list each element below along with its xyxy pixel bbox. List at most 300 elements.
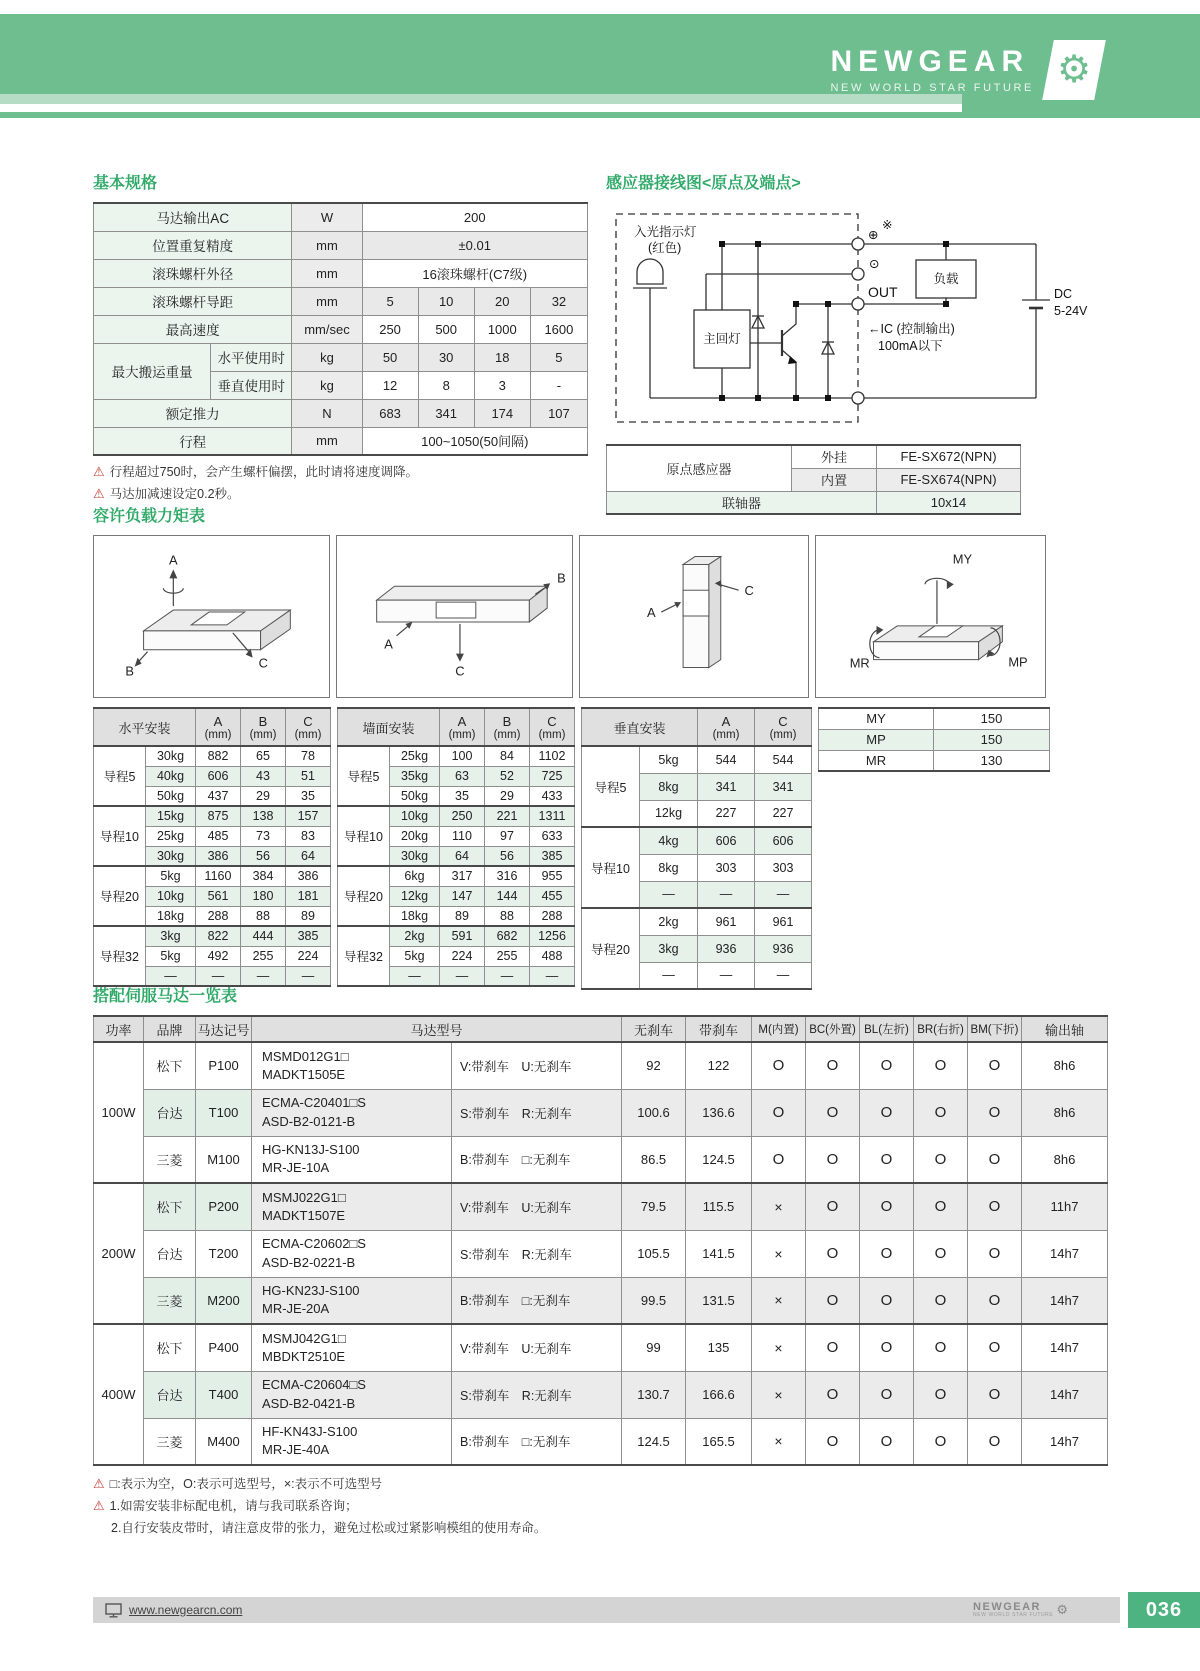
spec-value: 174	[474, 399, 530, 427]
servo-row	[94, 1277, 1108, 1324]
load-value-cell: 73	[241, 826, 286, 846]
load-value-cell: 682	[485, 926, 530, 946]
load-col-header	[698, 708, 755, 746]
servo-row	[94, 1371, 1108, 1418]
servo-mark-cell: O	[860, 1324, 914, 1371]
servo-header-cell: 马达型号	[252, 1016, 622, 1042]
servo-shaft-cell: 14h7	[1022, 1371, 1108, 1418]
load-lead-cell: 导程32	[94, 926, 146, 986]
spec-label: 位置重复精度	[94, 231, 292, 259]
load-value-cell: 633	[530, 826, 575, 846]
servo-brand-cell: 台达	[144, 1089, 196, 1136]
load-value-cell: 606	[196, 766, 241, 786]
servo-brand-cell: 松下	[144, 1042, 196, 1089]
axis-label-b: B	[125, 663, 134, 679]
servo-shaft-cell: 8h6	[1022, 1136, 1108, 1183]
load-value-cell: 444	[241, 926, 286, 946]
spec-row	[94, 399, 588, 427]
ic-note-2: 100mA以下	[878, 339, 943, 353]
servo-model-line: ECMA-C20604□S	[262, 1377, 366, 1393]
moment-label-cell: MP	[819, 729, 934, 750]
load-header-row	[582, 708, 812, 746]
axis-label-c: C	[744, 583, 754, 599]
servo-shaft-cell: 14h7	[1022, 1230, 1108, 1277]
load-col-header	[286, 708, 331, 746]
footer-gear-icon: ⚙	[1056, 1602, 1068, 1617]
moment-label-mr: MR	[849, 655, 870, 671]
banner-stripe-light	[0, 94, 962, 104]
load-table	[581, 707, 812, 990]
load-weight-cell: 25kg	[146, 826, 196, 846]
spec-value: 341	[418, 399, 474, 427]
sensor-wiring-diagram	[606, 202, 1096, 434]
footer-logo-text: NEWGEAR	[973, 1601, 1041, 1614]
servo-model-line: MSMD012G1□	[262, 1048, 349, 1064]
note-text: 行程超过750时，会产生螺杆偏摆，此时请将速度调降。	[109, 465, 419, 479]
brand-logo-text-block	[830, 44, 1034, 94]
load-label: 负载	[933, 272, 959, 286]
servo-code-cell: P100	[196, 1042, 252, 1089]
servo-brand-cell: 台达	[144, 1230, 196, 1277]
footer-logo-tagline: NEW WORLD STAR FUTURE	[973, 1612, 1054, 1619]
servo-model-line: ASD-B2-0121-B	[262, 1113, 356, 1129]
load-value-cell: 100	[440, 746, 485, 766]
coupling-value: 10x14	[877, 491, 1021, 514]
page-number-badge: 036	[1128, 1592, 1200, 1628]
load-value-cell: —	[698, 881, 755, 908]
load-weight-cell: 8kg	[640, 854, 698, 881]
load-value-cell: 255	[241, 946, 286, 966]
load-value-cell: 385	[530, 846, 575, 866]
load-value-cell: 955	[530, 866, 575, 886]
axis-label-a: A	[647, 604, 656, 620]
servo-mark-cell: O	[914, 1089, 968, 1136]
load-value-cell: 83	[286, 826, 331, 846]
load-lead-cell: 导程20	[94, 866, 146, 926]
load-value-cell: 88	[485, 906, 530, 926]
spec-row	[94, 259, 588, 287]
servo-brand-cell: 三菱	[144, 1136, 196, 1183]
load-value-cell: 433	[530, 786, 575, 806]
load-lead-cell: 导程5	[94, 746, 146, 806]
spec-row	[94, 315, 588, 343]
servo-model-line: ECMA-C20602□S	[262, 1236, 366, 1252]
load-weight-cell: 25kg	[390, 746, 440, 766]
load-weight-cell: 2kg	[390, 926, 440, 946]
spec-unit: mm	[292, 427, 362, 455]
load-weight-cell: 2kg	[640, 908, 698, 935]
load-value-cell: 341	[698, 773, 755, 800]
load-lead-cell: 导程32	[338, 926, 390, 986]
load-value-cell: 56	[485, 846, 530, 866]
sensor-model: FE-SX672(NPN)	[877, 445, 1021, 468]
spec-value: 5	[362, 287, 418, 315]
note-line	[93, 486, 590, 503]
note-line	[93, 1476, 1107, 1493]
load-weight-cell: —	[390, 966, 440, 986]
servo-shaft-cell: 14h7	[1022, 1277, 1108, 1324]
basic-spec-title: 基本规格	[93, 175, 158, 192]
load-value-cell: 227	[698, 800, 755, 827]
load-row	[94, 806, 331, 826]
actuator-drawing	[377, 586, 548, 622]
spec-value: 200	[362, 203, 587, 231]
load-header-row	[94, 708, 331, 746]
spec-value: -	[530, 371, 587, 399]
load-title: 容许负载力矩表	[93, 508, 206, 525]
servo-mark-cell: O	[860, 1042, 914, 1089]
servo-code-cell: M200	[196, 1277, 252, 1324]
servo-value-cell: 165.5	[686, 1418, 752, 1465]
servo-model-line: MR-JE-10A	[262, 1160, 330, 1176]
load-table-title: 垂直安装	[582, 708, 698, 746]
servo-value-cell: 115.5	[686, 1183, 752, 1230]
moment-row	[819, 729, 1050, 750]
spec-sublabel: 水平使用时	[211, 343, 292, 371]
servo-mark-cell: O	[914, 1418, 968, 1465]
load-value-cell: 591	[440, 926, 485, 946]
load-row	[94, 866, 331, 886]
servo-header-cell: 输出轴	[1022, 1016, 1108, 1042]
servo-row	[94, 1418, 1108, 1465]
load-value-cell: 35	[286, 786, 331, 806]
ic-note-1: ←IC (控制输出)	[868, 322, 955, 336]
gear-icon: ⚙	[1056, 49, 1092, 91]
load-col-header-line: C	[303, 713, 313, 729]
servo-model-line: ASD-B2-0421-B	[262, 1395, 356, 1411]
servo-brand-cell: 三菱	[144, 1277, 196, 1324]
servo-model-cell	[252, 1183, 452, 1230]
star-mark: ※	[882, 218, 893, 232]
actuator-drawing	[683, 557, 721, 668]
servo-power-cell: 200W	[94, 1183, 144, 1324]
servo-mark-cell: O	[968, 1230, 1022, 1277]
servo-brand-cell: 三菱	[144, 1418, 196, 1465]
servo-model-cell	[252, 1042, 452, 1089]
dc-label-2: 5-24V	[1054, 304, 1088, 318]
spec-unit: N	[292, 399, 362, 427]
load-col-header-line: A	[457, 713, 467, 729]
load-value-cell: 288	[196, 906, 241, 926]
load-value-cell: 437	[196, 786, 241, 806]
servo-model-line: ASD-B2-0221-B	[262, 1254, 356, 1270]
load-value-cell: 63	[440, 766, 485, 786]
load-value-cell: 138	[241, 806, 286, 826]
load-weight-cell: 12kg	[640, 800, 698, 827]
main-circuit-label: 主回灯	[703, 332, 741, 346]
servo-brake-cell: S:带刹车 R:无刹车	[452, 1230, 622, 1277]
load-value-cell: 221	[485, 806, 530, 826]
servo-model-line: ECMA-C20401□S	[262, 1095, 366, 1111]
servo-brake-cell: V:带刹车 U:无刹车	[452, 1324, 622, 1371]
figure-horizontal-mount	[93, 535, 330, 698]
load-lead-cell: 导程10	[582, 827, 640, 908]
servo-model-cell	[252, 1371, 452, 1418]
servo-brake-cell: V:带刹车 U:无刹车	[452, 1042, 622, 1089]
spec-value: 12	[362, 371, 418, 399]
spec-unit: mm/sec	[292, 315, 362, 343]
servo-row	[94, 1089, 1108, 1136]
servo-value-cell: 92	[622, 1042, 686, 1089]
note-text: 马达加减速设定0.2秒。	[109, 486, 240, 501]
load-weight-cell: 5kg	[390, 946, 440, 966]
footer-bar	[93, 1597, 1120, 1623]
load-col-header	[196, 708, 241, 746]
load-value-cell: 52	[485, 766, 530, 786]
load-col-header-line: (mm)	[538, 728, 566, 741]
servo-mark-cell: ×	[752, 1277, 806, 1324]
servo-value-cell: 122	[686, 1042, 752, 1089]
spec-label: 滚珠螺杆导距	[94, 287, 292, 315]
load-row	[338, 926, 575, 946]
actuator-drawing	[873, 626, 1002, 660]
load-value-cell: 492	[196, 946, 241, 966]
spec-row	[94, 203, 588, 231]
load-value-cell: 43	[241, 766, 286, 786]
moment-value-cell: 150	[934, 729, 1050, 750]
load-row	[94, 926, 331, 946]
dc-label-1: DC	[1054, 287, 1073, 301]
load-value-cell: 250	[440, 806, 485, 826]
servo-code-cell: P400	[196, 1324, 252, 1371]
monitor-icon	[105, 1603, 122, 1618]
servo-model-cell	[252, 1418, 452, 1465]
load-value-cell: 29	[241, 786, 286, 806]
load-weight-cell: 15kg	[146, 806, 196, 826]
spec-label: 最高速度	[94, 315, 292, 343]
load-col-header-line: A	[721, 713, 731, 729]
load-weight-cell: 18kg	[390, 906, 440, 926]
load-value-cell: 180	[241, 886, 286, 906]
load-value-cell: 384	[241, 866, 286, 886]
servo-value-cell: 100.6	[622, 1089, 686, 1136]
figure-vertical-mount	[579, 535, 809, 698]
servo-row	[94, 1230, 1108, 1277]
load-weight-cell: —	[146, 966, 196, 986]
moment-table	[818, 707, 1050, 772]
servo-model-line: HG-KN13J-S100	[262, 1142, 360, 1158]
servo-mark-cell: O	[860, 1230, 914, 1277]
load-weight-cell: 3kg	[146, 926, 196, 946]
spec-value: 20	[474, 287, 530, 315]
servo-value-cell: 99.5	[622, 1277, 686, 1324]
servo-mark-cell: ×	[752, 1371, 806, 1418]
load-value-cell: 64	[286, 846, 331, 866]
load-value-cell: 181	[286, 886, 331, 906]
load-col-header	[755, 708, 812, 746]
servo-shaft-cell: 11h7	[1022, 1183, 1108, 1230]
load-col-header-line: (mm)	[493, 728, 521, 741]
servo-mark-cell: O	[806, 1371, 860, 1418]
spec-value: 1000	[474, 315, 530, 343]
load-lead-cell: 导程20	[338, 866, 390, 926]
load-row	[94, 746, 331, 766]
load-col-header-line: C	[778, 713, 788, 729]
servo-mark-cell: O	[860, 1136, 914, 1183]
axis-label-a: A	[169, 552, 178, 568]
servo-shaft-cell: 14h7	[1022, 1418, 1108, 1465]
servo-model-cell	[252, 1136, 452, 1183]
load-header-row	[338, 708, 575, 746]
load-row	[338, 866, 575, 886]
load-table	[93, 707, 331, 987]
servo-value-cell: 131.5	[686, 1277, 752, 1324]
servo-mark-cell: O	[860, 1089, 914, 1136]
load-value-cell: 224	[440, 946, 485, 966]
servo-value-cell: 135	[686, 1324, 752, 1371]
spec-value: 1600	[530, 315, 587, 343]
junction-dots	[719, 241, 949, 401]
load-value-cell: —	[698, 962, 755, 989]
spec-value: 50	[362, 343, 418, 371]
servo-shaft-cell: 8h6	[1022, 1042, 1108, 1089]
load-weight-cell: 30kg	[146, 746, 196, 766]
load-weight-cell: 35kg	[390, 766, 440, 786]
load-value-cell: 1256	[530, 926, 575, 946]
servo-value-cell: 166.6	[686, 1371, 752, 1418]
servo-value-cell: 79.5	[622, 1183, 686, 1230]
servo-code-cell: T400	[196, 1371, 252, 1418]
spec-value: 30	[418, 343, 474, 371]
load-weight-cell: 5kg	[146, 946, 196, 966]
spec-label: 最大搬运重量	[94, 343, 211, 399]
moment-label-cell: MY	[819, 708, 934, 729]
servo-table	[93, 1015, 1108, 1466]
load-value-cell: 29	[485, 786, 530, 806]
load-table	[337, 707, 575, 987]
servo-model-cell	[252, 1089, 452, 1136]
spec-row	[94, 343, 588, 371]
load-table-title: 水平安装	[94, 708, 196, 746]
spec-value: 16滚珠螺杆(C7级)	[362, 259, 587, 287]
servo-model-cell	[252, 1230, 452, 1277]
out-label: OUT	[868, 284, 898, 300]
load-value-cell: 288	[530, 906, 575, 926]
servo-code-cell: P200	[196, 1183, 252, 1230]
section-servo	[93, 983, 1107, 1537]
servo-mark-cell: O	[914, 1230, 968, 1277]
load-value-cell: 89	[286, 906, 331, 926]
servo-model-line: MSMJ042G1□	[262, 1330, 346, 1346]
spec-unit: mm	[292, 231, 362, 259]
basic-notes	[93, 464, 590, 503]
servo-value-cell: 105.5	[622, 1230, 686, 1277]
load-value-cell: 35	[440, 786, 485, 806]
load-weight-cell: 50kg	[390, 786, 440, 806]
load-value-cell: 224	[286, 946, 331, 966]
servo-mark-cell: O	[806, 1324, 860, 1371]
load-value-cell: —	[530, 966, 575, 986]
servo-model-line: MR-JE-20A	[262, 1301, 330, 1317]
servo-code-cell: T200	[196, 1230, 252, 1277]
load-value-cell: 97	[485, 826, 530, 846]
load-value-cell: 961	[698, 908, 755, 935]
load-value-cell: 561	[196, 886, 241, 906]
brand-gear-icon	[1042, 40, 1106, 100]
servo-mark-cell: ×	[752, 1230, 806, 1277]
servo-mark-cell: O	[806, 1277, 860, 1324]
spec-value: 100~1050(50间隔)	[362, 427, 587, 455]
load-tables-row	[93, 707, 1107, 990]
load-weight-cell: 5kg	[146, 866, 196, 886]
load-row	[582, 908, 812, 935]
footer-logo	[973, 1601, 1068, 1619]
servo-mark-cell: O	[806, 1418, 860, 1465]
servo-mark-cell: O	[860, 1418, 914, 1465]
load-col-header-line: B	[258, 713, 268, 729]
spec-value: 32	[530, 287, 587, 315]
load-col-header-line: (mm)	[294, 728, 322, 741]
sensor-origin-label: 原点感应器	[607, 445, 792, 491]
load-value-cell: —	[286, 966, 331, 986]
servo-model-line: HG-KN23J-S100	[262, 1283, 360, 1299]
note-text: 2.自行安装皮带时，请注意皮带的张力，避免过松或过紧影响模组的使用寿命。	[111, 1520, 547, 1535]
load-weight-cell: 20kg	[390, 826, 440, 846]
servo-mark-cell: ×	[752, 1324, 806, 1371]
servo-brake-cell: B:带刹车 □:无刹车	[452, 1418, 622, 1465]
spec-unit: kg	[292, 371, 362, 399]
spec-value: 500	[418, 315, 474, 343]
load-row	[338, 746, 575, 766]
load-value-cell: 1160	[196, 866, 241, 886]
spec-label: 滚珠螺杆外径	[94, 259, 292, 287]
load-value-cell: 936	[755, 935, 812, 962]
servo-mark-cell: O	[914, 1042, 968, 1089]
servo-mark-cell: O	[968, 1418, 1022, 1465]
load-value-cell: 316	[485, 866, 530, 886]
load-lead-cell: 导程5	[582, 746, 640, 827]
load-weight-cell: 40kg	[146, 766, 196, 786]
load-lead-cell: 导程10	[338, 806, 390, 866]
servo-brake-cell: S:带刹车 R:无刹车	[452, 1371, 622, 1418]
servo-model-cell	[252, 1324, 452, 1371]
load-value-cell: 822	[196, 926, 241, 946]
load-value-cell: 1311	[530, 806, 575, 826]
sensor-type: 内置	[792, 468, 877, 491]
load-value-cell: 88	[241, 906, 286, 926]
servo-value-cell: 99	[622, 1324, 686, 1371]
load-col-header	[485, 708, 530, 746]
spec-label: 额定推力	[94, 399, 292, 427]
spec-unit: W	[292, 203, 362, 231]
load-weight-cell: 10kg	[146, 886, 196, 906]
servo-model-line: MSMJ022G1□	[262, 1189, 346, 1205]
load-weight-cell: 4kg	[640, 827, 698, 854]
load-col-header	[530, 708, 575, 746]
spec-value: 8	[418, 371, 474, 399]
load-value-cell: 89	[440, 906, 485, 926]
load-value-cell: 882	[196, 746, 241, 766]
load-value-cell: 488	[530, 946, 575, 966]
spec-value: 18	[474, 343, 530, 371]
servo-header-cell: M(内置)	[752, 1016, 806, 1042]
axis-label-c: C	[455, 663, 465, 679]
servo-header-cell: BC(外置)	[806, 1016, 860, 1042]
spec-value: 250	[362, 315, 418, 343]
note-line	[93, 464, 590, 481]
servo-mark-cell: O	[968, 1277, 1022, 1324]
warning-icon: ⚠	[93, 485, 105, 501]
servo-header-cell: BM(下折)	[968, 1016, 1022, 1042]
moment-value-cell: 150	[934, 708, 1050, 729]
load-row	[582, 746, 812, 773]
load-weight-cell: 50kg	[146, 786, 196, 806]
spec-value: 10	[418, 287, 474, 315]
servo-model-line: MADKT1505E	[262, 1066, 346, 1082]
footer-url-link[interactable]: www.newgearcn.com	[129, 1603, 243, 1617]
load-weight-cell: 10kg	[390, 806, 440, 826]
servo-mark-cell: O	[806, 1136, 860, 1183]
